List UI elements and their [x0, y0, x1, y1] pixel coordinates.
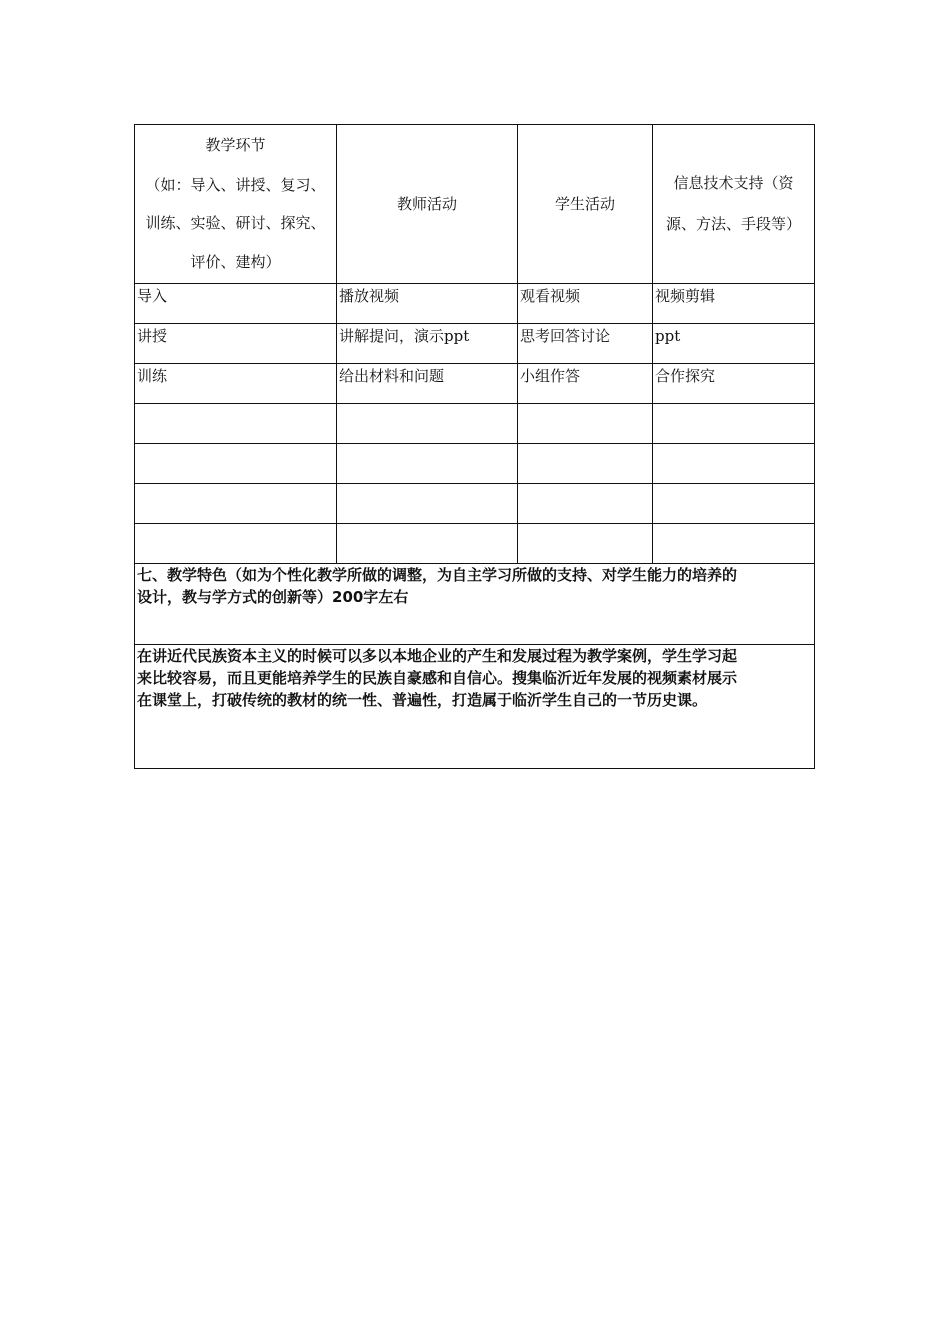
- table-row: [135, 404, 815, 444]
- cell-it: [653, 524, 815, 564]
- cell-teacher: 播放视频: [337, 284, 518, 324]
- cell-it: [653, 484, 815, 524]
- header-teacher: 教师活动: [337, 125, 518, 284]
- cell-it: 视频剪辑: [653, 284, 815, 324]
- table-row: [135, 484, 815, 524]
- cell-it: 合作探究: [653, 364, 815, 404]
- cell-stage: [135, 404, 337, 444]
- cell-student: 观看视频: [518, 284, 653, 324]
- cell-it: [653, 444, 815, 484]
- header-it: 信息技术支持（资 源、方法、手段等）: [653, 125, 815, 284]
- cell-stage: [135, 484, 337, 524]
- cell-it: [653, 404, 815, 444]
- cell-teacher: [337, 524, 518, 564]
- table-row: [135, 364, 815, 404]
- cell-student: [518, 444, 653, 484]
- section7-body: 在讲近代民族资本主义的时候可以多以本地企业的产生和发展过程为教学案例，学生学习起 来比较容易，而且更能培养学生的民族自豪感和自信心。搜集临沂近年发展的视频素材展示 在课堂上，打破传统的教材的统一性、普遍性，打造属于临沂学生自己的一节历史课。: [135, 645, 815, 769]
- table-row: [135, 524, 815, 564]
- table-row: [135, 324, 815, 364]
- header-stage: 教学环节 （如：导入、讲授、复习、 训练、实验、研讨、探究、 评价、建构）: [135, 125, 337, 284]
- cell-it: ppt: [653, 324, 815, 364]
- cell-student: 思考回答讨论: [518, 324, 653, 364]
- cell-teacher: [337, 484, 518, 524]
- cell-student: [518, 524, 653, 564]
- cell-teacher: 给出材料和问题: [337, 364, 518, 404]
- cell-stage: 导入: [135, 284, 337, 324]
- cell-student: 小组作答: [518, 364, 653, 404]
- cell-stage: 讲授: [135, 324, 337, 364]
- table-row: [135, 444, 815, 484]
- section7-body-row: [135, 645, 815, 769]
- cell-student: [518, 404, 653, 444]
- section7-title-row: [135, 564, 815, 645]
- lesson-plan-table: [134, 124, 815, 769]
- cell-teacher: [337, 404, 518, 444]
- header-student: 学生活动: [518, 125, 653, 284]
- table-row: [135, 284, 815, 324]
- cell-stage: [135, 524, 337, 564]
- cell-teacher: [337, 444, 518, 484]
- table-header-row: [135, 125, 815, 284]
- section7-title: 七、教学特色（如为个性化教学所做的调整，为自主学习所做的支持、对学生能力的培养的 设计，教与学方式的创新等）200字左右: [135, 564, 815, 645]
- cell-teacher: 讲解提问，演示ppt: [337, 324, 518, 364]
- cell-stage: 训练: [135, 364, 337, 404]
- cell-student: [518, 484, 653, 524]
- cell-stage: [135, 444, 337, 484]
